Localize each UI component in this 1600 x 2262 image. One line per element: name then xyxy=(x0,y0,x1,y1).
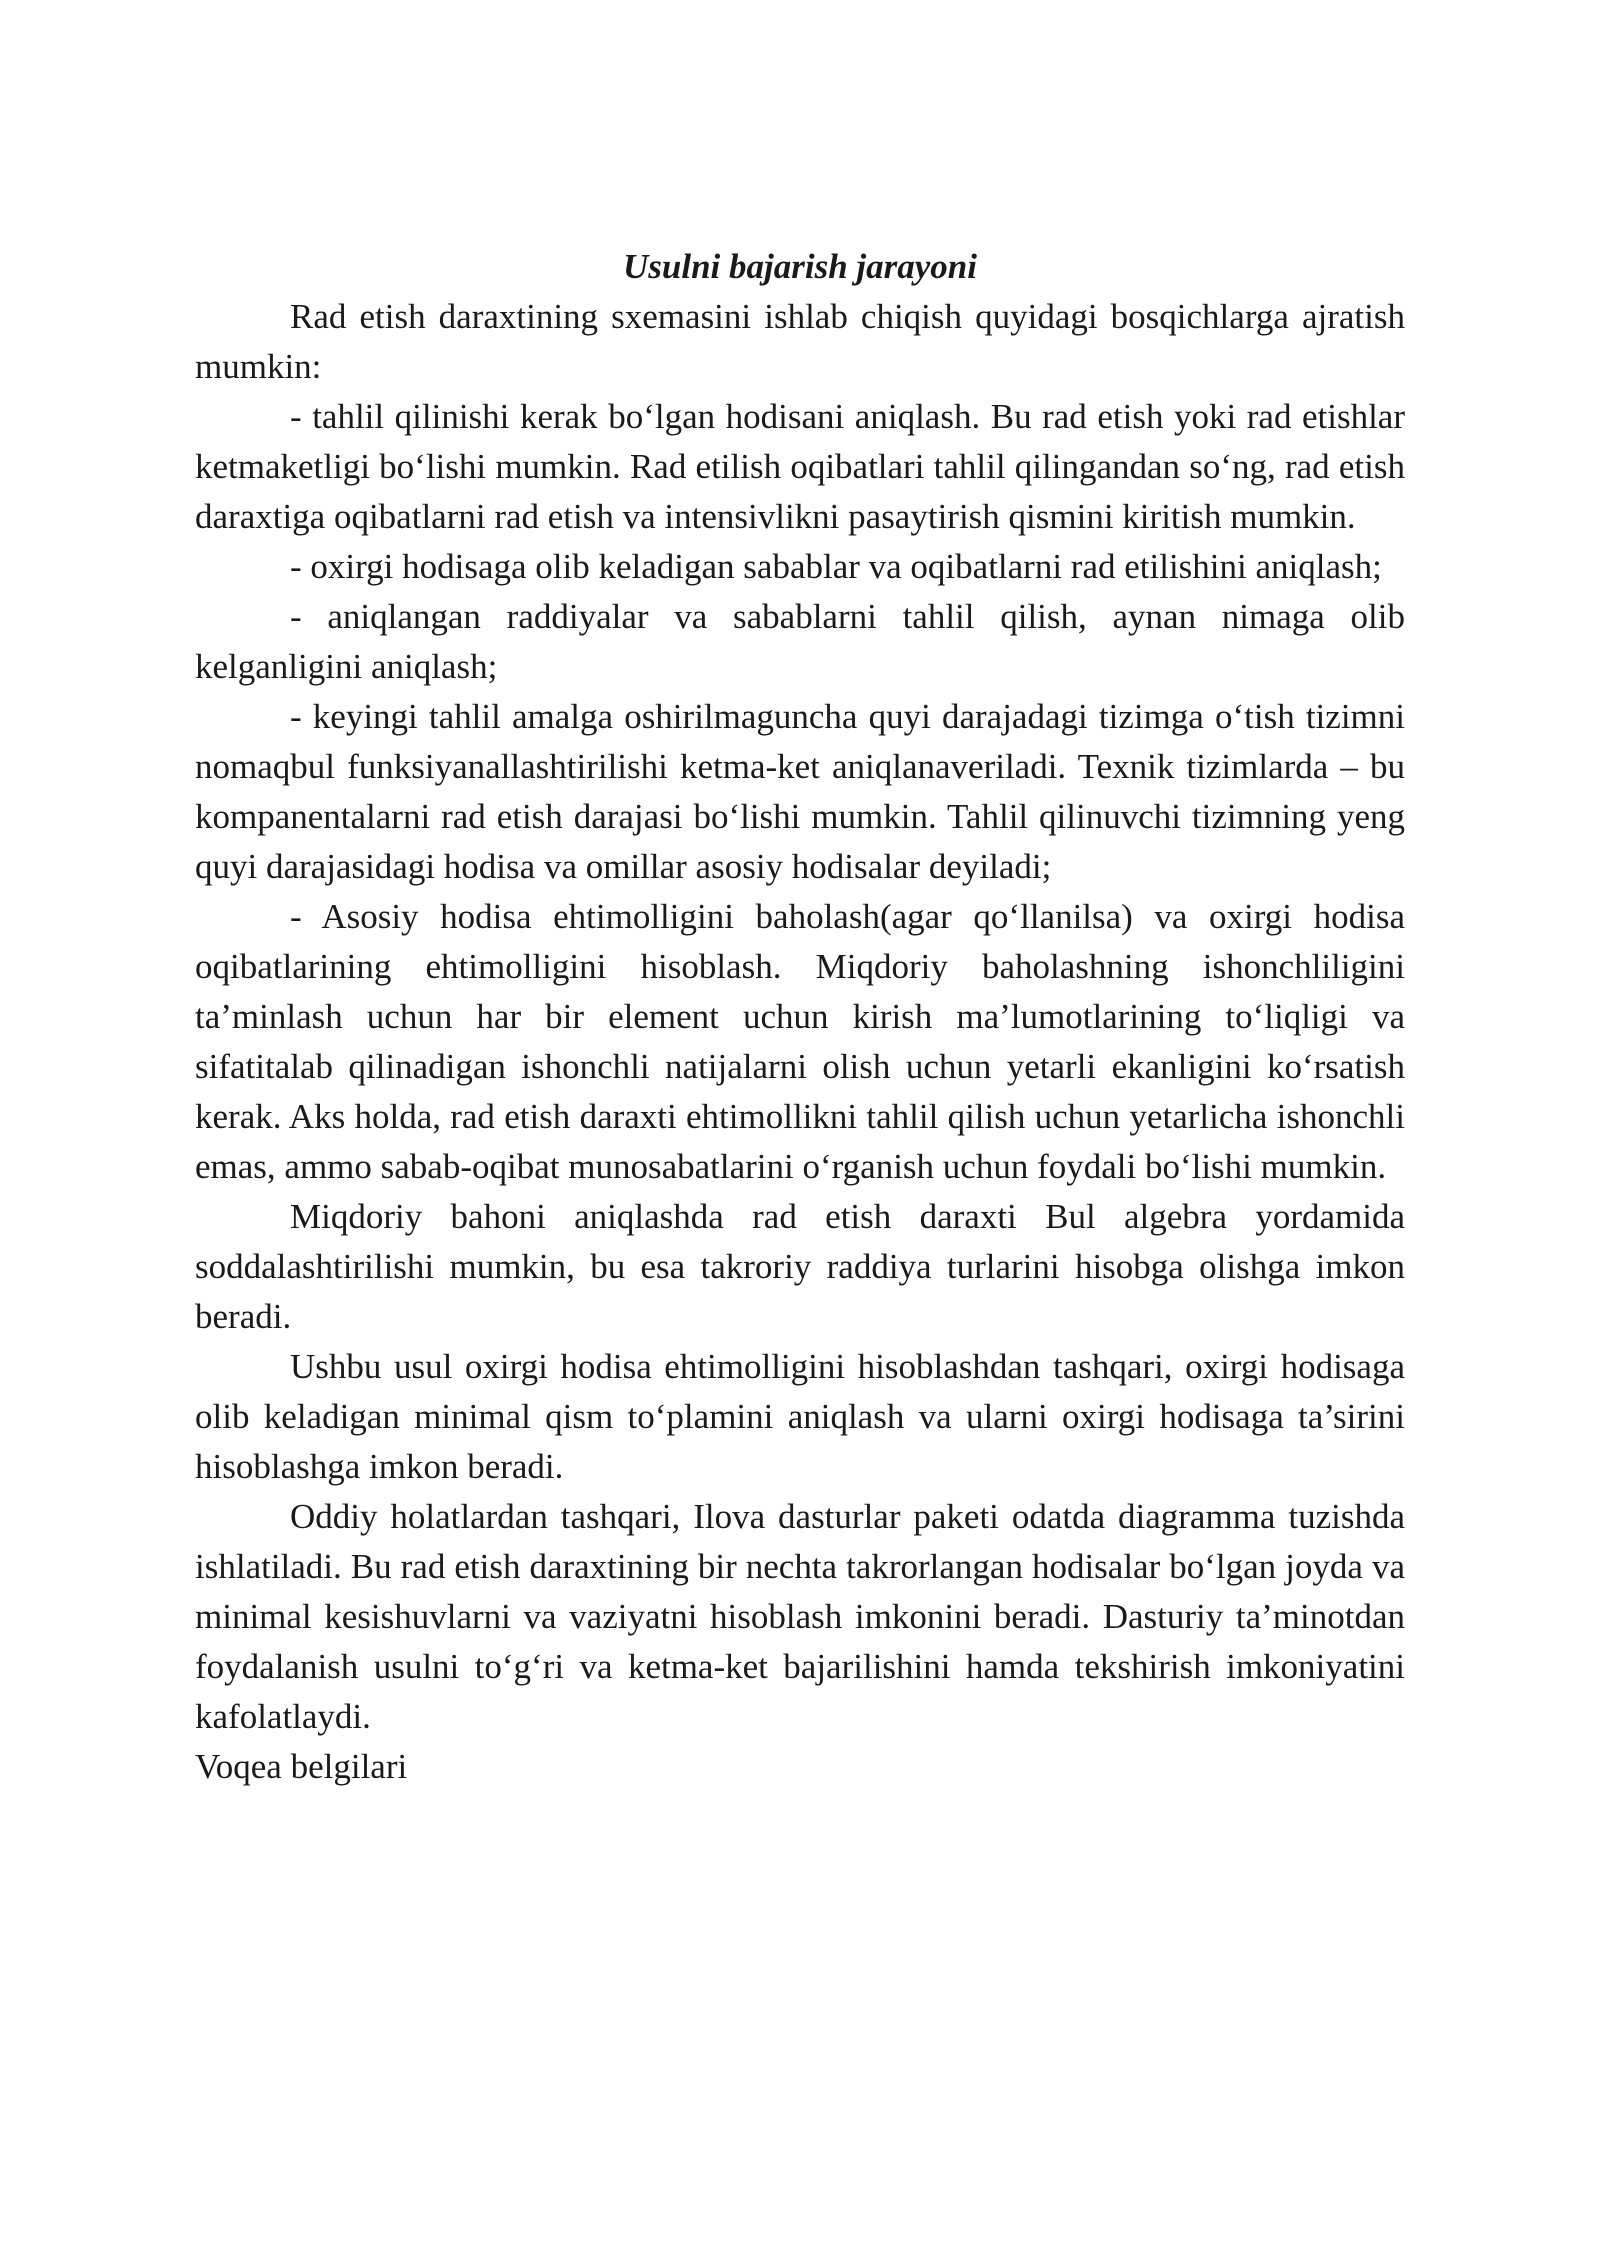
paragraph-step-lower-level: - keyingi tahlil amalga oshirilmaguncha quyi darajadagi tizimga o‘tish tizimni nomaqbul funksiyanallashtirilishi ketma-ket aniqlanaveriladi. Texnik tizimlarda – bu kompanentalarni rad etish darajasi bo‘lishi mumkin. Tahlil qilinuvchi tizimning yeng quyi darajasidagi hodisa va omillar asosiy hodisalar deyiladi; xyxy=(195,697,1405,886)
paragraph-step-identify-event: - tahlil qilinishi kerak bo‘lgan hodisani aniqlash. Bu rad etish yoki rad etishlar ketmaketligi bo‘lishi mumkin. Rad etilish oqibatlari tahlil qilingandan so‘ng, rad etish daraxtiga oqibatlarni rad etish va intensivlikni pasaytirish qismini kiritish mumkin. xyxy=(195,397,1405,536)
paragraph-boolean-algebra: Miqdoriy bahoni aniqlashda rad etish daraxti Bul algebra yordamida soddalashtirilishi mumkin, bu esa takroriy raddiya turlarini hisobga olishga imkon beradi. xyxy=(195,1197,1405,1336)
section-title: Usulni bajarish jarayoni xyxy=(623,247,977,286)
paragraph-software: Oddiy holatlardan tashqari, Ilova dasturlar paketi odatda diagramma tuzishda ishlatiladi. Bu rad etish daraxtining bir nechta takrorlangan hodisalar bo‘lgan joyda va minimal kesishuvlarni va vaziyatni hisoblash imkonini beradi. Dasturiy ta’minotdan foydalanish usulni to‘g‘ri va ketma-ket bajarilishini hamda tekshirish imkoniyatini kafolatlaydi. xyxy=(195,1497,1405,1736)
closing-heading: Voqea belgilari xyxy=(195,1747,408,1786)
document-page xyxy=(195,242,1405,1792)
paragraph-step-probability: - Asosiy hodisa ehtimolligini baholash(agar qo‘llanilsa) va oxirgi hodisa oqibatlarining ehtimolligini hisoblash. Miqdoriy baholashning ishonchliligini ta’minlash uchun har bir element uchun kirish ma’lumotlarining to‘liqligi va sifatitalab qilinadigan ishonchli natijalarni olish uchun yetarli ekanligini ko‘rsatish kerak. Aks holda, rad etish daraxti ehtimollikni tahlil qilish uchun yetarlicha ishonchli emas, ammo sabab-oqibat munosabatlarini o‘rganish uchun foydali bo‘lishi mumkin. xyxy=(195,897,1405,1186)
paragraph-step-analysis: - aniqlangan raddiyalar va sabablarni tahlil qilish, aynan nimaga olib kelganligini aniqlash; xyxy=(195,597,1405,686)
paragraph-minimal-cut-sets: Ushbu usul oxirgi hodisa ehtimolligini hisoblashdan tashqari, oxirgi hodisaga olib keladigan minimal qism to‘plamini aniqlash va ularni oxirgi hodisaga ta’sirini hisoblashga imkon beradi. xyxy=(195,1347,1405,1486)
paragraph-intro: Rad etish daraxtining sxemasini ishlab chiqish quyidagi bosqichlarga ajratish mumkin: xyxy=(195,297,1405,386)
paragraph-step-causes: - oxirgi hodisaga olib keladigan sabablar va oqibatlarni rad etilishini aniqlash; xyxy=(290,547,1382,586)
